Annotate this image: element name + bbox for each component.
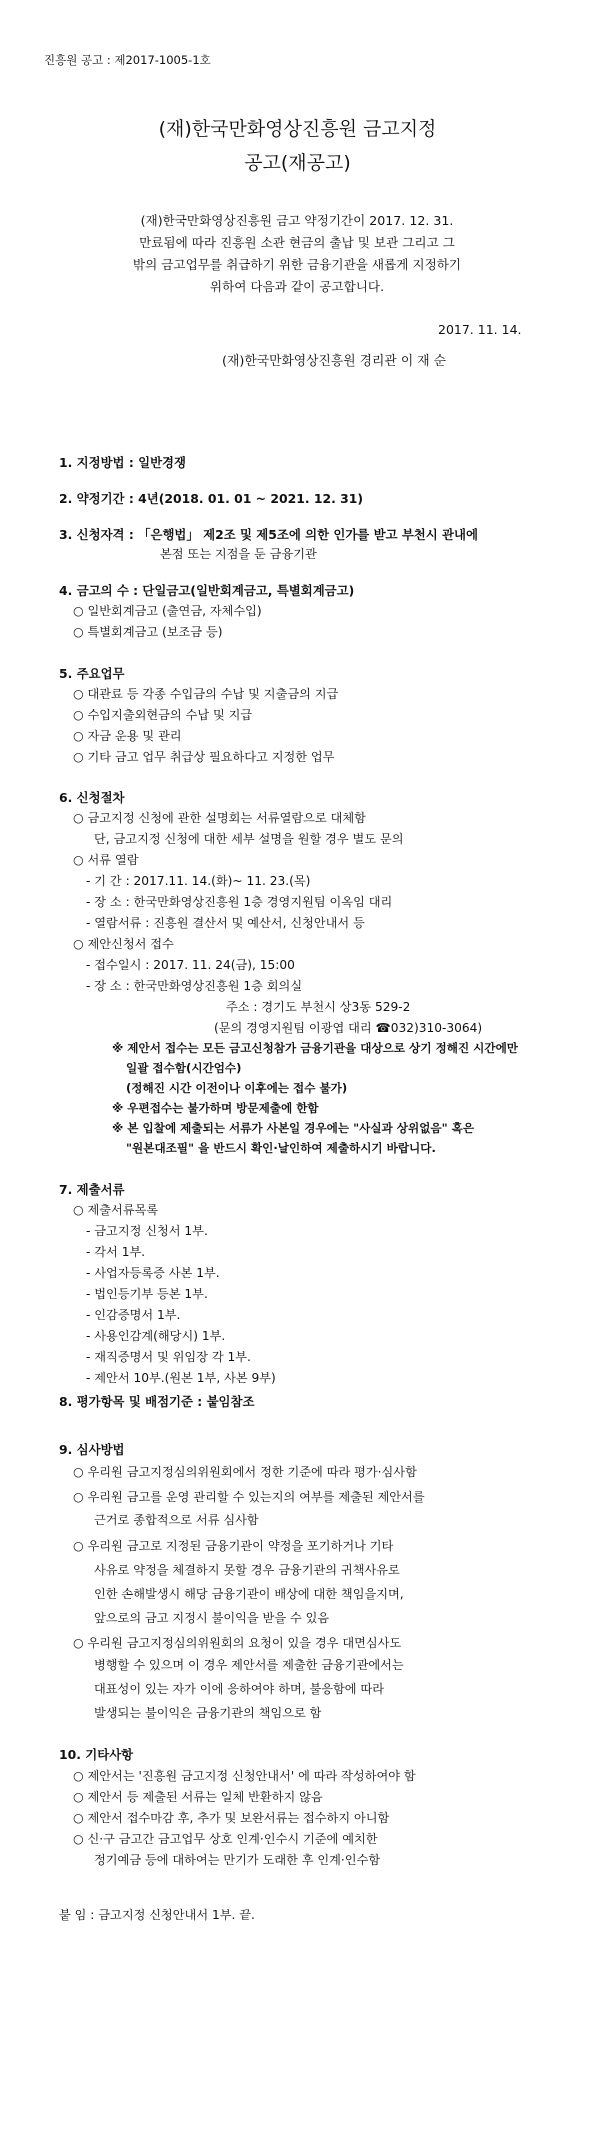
list-item: ○ 금고지정 신청에 관한 설명회는 서류열람으로 대체함 <box>73 811 366 825</box>
section-8: 8. 평가항목 및 배점기준 : 붙임참조 <box>59 1394 255 1409</box>
announcement-date: 2017. 11. 14. <box>438 322 522 337</box>
list-item: - 접수일시 : 2017. 11. 24(금), 15:00 <box>86 958 295 972</box>
title-line-2: 공고(재공고) <box>244 152 351 174</box>
list-item: 근거로 종합적으로 서류 심사함 <box>94 1513 259 1527</box>
section-3: 3. 신청자격 : 「은행법」 제2조 및 제5조에 의한 인가를 받고 부천시 관내에 <box>59 527 478 542</box>
list-item: ○ 제안서 접수마감 후, 추가 및 보완서류는 접수하지 아니함 <box>73 1811 390 1825</box>
section-1: 1. 지정방법 : 일반경쟁 <box>59 455 186 470</box>
list-item: ○ 우리원 금고로 지정된 금융기관이 약정을 포기하거나 기타 <box>73 1539 394 1553</box>
list-item: 주소 : 경기도 부천시 상3동 529-2 <box>226 1000 411 1014</box>
list-item: - 금고지정 신청서 1부. <box>86 1224 208 1238</box>
note: (정해진 시간 이전이나 이후에는 접수 불가) <box>126 1081 348 1095</box>
intro-line: 위하여 다음과 같이 공고합니다. <box>209 279 385 294</box>
list-item: - 사용인감계(해당시) 1부. <box>86 1329 226 1343</box>
section-4: 4. 금고의 수 : 단일금고(일반회계금고, 특별회계금고) <box>59 583 355 598</box>
list-item: ○ 신·구 금고간 금고업무 상호 인계·인수시 기준에 예치한 <box>73 1832 378 1846</box>
section-3-cont: 본점 또는 지점을 둔 금융기관 <box>160 547 317 561</box>
list-item: ○ 우리원 금고지정심의위원회에서 정한 기준에 따라 평가·심사함 <box>73 1465 417 1479</box>
list-item: - 장 소 : 한국만화영상진흥원 1층 회의실 <box>86 979 303 993</box>
section-6: 6. 신청절차 <box>59 790 125 805</box>
list-item: - 인감증명서 1부. <box>86 1308 181 1322</box>
list-item: 사유로 약정을 체결하지 못할 경우 금융기관의 귀책사유로 <box>94 1563 400 1577</box>
list-item: ○ 특별회계금고 (보조금 등) <box>73 625 223 639</box>
list-item: ○ 일반회계금고 (출연금, 자체수입) <box>73 604 262 618</box>
list-item: ○ 자금 운용 및 관리 <box>73 729 182 743</box>
list-item: - 기 간 : 2017.11. 14.(화)~ 11. 23.(목) <box>86 874 311 888</box>
note: "원본대조필" 을 반드시 확인·날인하여 제출하시기 바랍니다. <box>126 1141 436 1155</box>
list-item: ○ 서류 열람 <box>73 853 139 867</box>
section-7: 7. 제출서류 <box>59 1182 125 1197</box>
list-item: 대표성이 있는 자가 이에 응하여야 하며, 불응함에 따라 <box>94 1682 385 1696</box>
list-item: ○ 제안신청서 접수 <box>73 937 174 951</box>
list-item: 앞으로의 금고 지정시 불이익을 받을 수 있음 <box>94 1611 330 1625</box>
intro-line: 만료됨에 따라 진흥원 소관 현금의 출납 및 보관 그리고 그 <box>139 235 455 250</box>
list-item: ○ 제안서는 '진흥원 금고지정 신청안내서' 에 따라 작성하여야 함 <box>73 1769 416 1783</box>
list-item: (문의 경영지원팀 이광엽 대리 ☎032)310-3064) <box>214 1021 483 1035</box>
list-item: - 재직증명서 및 위임장 각 1부. <box>86 1350 251 1364</box>
list-item: ○ 우리원 금고를 운영 관리할 수 있는지의 여부를 제출된 제안서를 <box>73 1490 425 1504</box>
signer: (재)한국만화영상진흥원 경리관 이 재 순 <box>222 354 447 369</box>
note: ※ 우편접수는 불가하며 방문제출에 한함 <box>112 1101 319 1115</box>
list-item: ○ 제출서류목록 <box>73 1203 159 1217</box>
list-item: ○ 대관료 등 각종 수입금의 수납 및 지출금의 지급 <box>73 687 339 701</box>
announcement-number: 진흥원 공고 : 제2017-1005-1호 <box>44 53 211 67</box>
list-item: 정기예금 등에 대하여는 만기가 도래한 후 인계·인수함 <box>94 1853 381 1867</box>
attachment-line: 붙 임 : 금고지정 신청안내서 1부. 끝. <box>59 1908 255 1922</box>
intro-line: 밖의 금고업무를 취급하기 위한 금융기관을 새롭게 지정하기 <box>132 257 462 272</box>
list-item: - 사업자등록증 사본 1부. <box>86 1266 220 1280</box>
list-item: - 장 소 : 한국만화영상진흥원 1층 경영지원팀 이옥임 대리 <box>86 895 393 909</box>
list-item: ○ 제안서 등 제출된 서류는 일체 반환하지 않음 <box>73 1790 323 1804</box>
list-item: - 각서 1부. <box>86 1245 146 1259</box>
list-item: ○ 기타 금고 업무 취급상 필요하다고 지정한 업무 <box>73 750 335 764</box>
note: ※ 본 입찰에 제출되는 서류가 사본일 경우에는 "사실과 상위없음" 혹은 <box>112 1121 475 1135</box>
section-5: 5. 주요업무 <box>59 666 125 681</box>
note: ※ 제안서 접수는 모든 금고신청참가 금융기관을 대상으로 상기 정해진 시간에만 <box>112 1041 518 1055</box>
list-item: - 법인등기부 등본 1부. <box>86 1287 208 1301</box>
list-item: 발생되는 불이익은 금융기관의 책임으로 함 <box>94 1706 322 1720</box>
title-line-1: (재)한국만화영상진흥원 금고지정 <box>158 118 437 140</box>
list-item: - 제안서 10부.(원본 1부, 사본 9부) <box>86 1371 276 1385</box>
list-item: ○ 수입지출외현금의 수납 및 지급 <box>73 708 253 722</box>
list-item: 단, 금고지정 신청에 대한 세부 설명을 원할 경우 별도 문의 <box>94 832 404 846</box>
section-10: 10. 기타사항 <box>59 1747 134 1762</box>
list-item: 병행할 수 있으며 이 경우 제안서를 제출한 금융기관에서는 <box>94 1658 404 1672</box>
section-9: 9. 심사방법 <box>59 1442 125 1457</box>
list-item: ○ 우리원 금고지정심의위원회의 요청이 있을 경우 대면심사도 <box>73 1636 402 1650</box>
section-2: 2. 약정기간 : 4년(2018. 01. 01 ~ 2021. 12. 31) <box>59 491 364 506</box>
intro-line: (재)한국만화영상진흥원 금고 약정기간이 2017. 12. 31. <box>140 213 454 228</box>
list-item: - 열람서류 : 진흥원 결산서 및 예산서, 신청안내서 등 <box>86 916 365 930</box>
list-item: 인한 손해발생시 해당 금융기관이 배상에 대한 책임을지며, <box>94 1587 404 1601</box>
note: 일괄 접수함(시간엄수) <box>126 1061 242 1075</box>
